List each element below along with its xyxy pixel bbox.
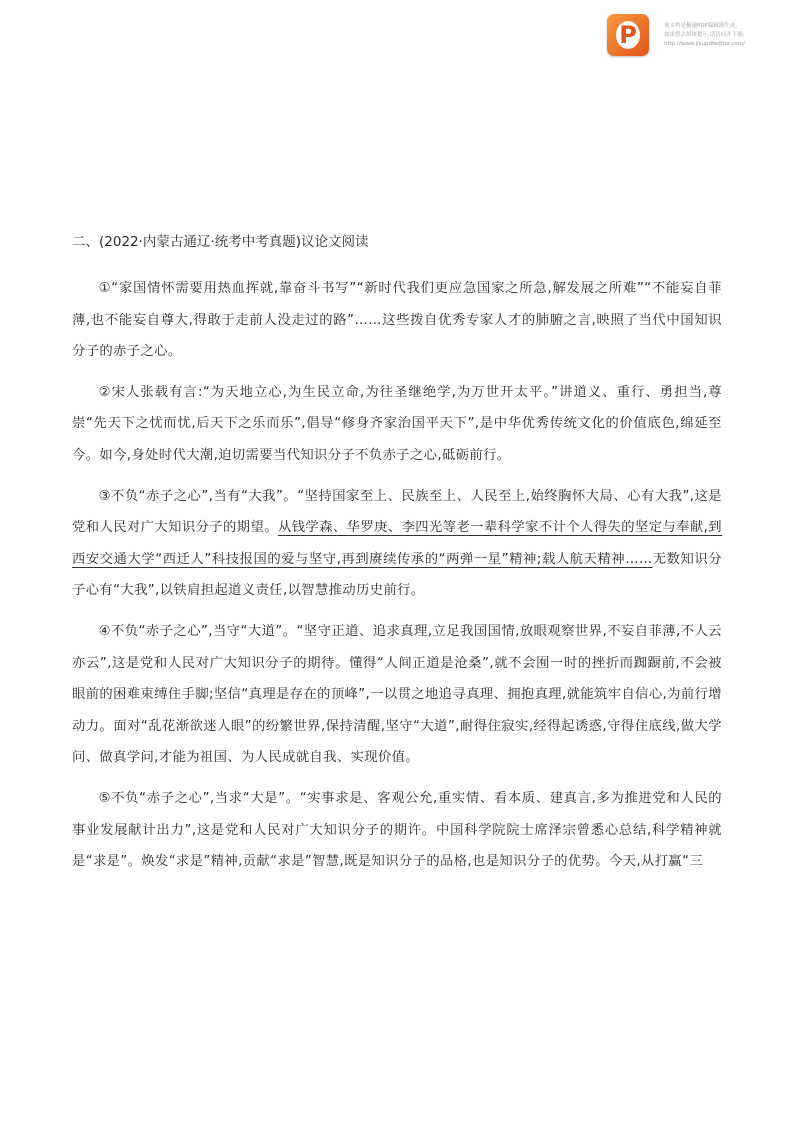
watermark-link[interactable]: http://www.jisupdfeditor.com/ <box>664 41 745 47</box>
watermark-notice <box>664 22 792 49</box>
paragraph-5: ⑤不负“赤子之心”,当求“大是”。“实事求是、客观公允,重实情、看本质、建真言,多为推进党和人民的事业发展献计出力”,这是党和人民对广大知识分子的期许。中国科学院院士席泽宗曾悉心总结,科学精神就是“求是”。焕发“求是”精神,贡献“求是”智慧,既是知识分子的品格,也是知识分子的优势。今天,从打赢“三 <box>72 790 722 870</box>
paragraph-3 <box>72 481 722 607</box>
pdf-editor-logo-icon <box>607 14 649 56</box>
paragraph-2: ②宋人张载有言:“为天地立心,为生民立命,为往圣继绝学,为万世开太平。”讲道义、重行、勇担当,尊崇“先天下之忧而忧,后天下之乐而乐”,倡导“修身齐家治国平天下”,是中华优秀传统文化的价值底色,绵延至今。如今,身处时代大潮,迫切需要当代知识分子不负赤子之心,砥砺前行。 <box>72 384 722 463</box>
article-body <box>72 232 722 887</box>
paragraph-3-conclusion: 无数知识分子心有“大我”,以铁肩担起道义责任,以智慧推动历史前行。 <box>72 551 722 599</box>
paragraph-3-intro: ③不负“赤子之心”,当有“大我”。“坚持国家至上、民族至上、人民至上,始终胸怀大局、心有大我”,这是党和人民对广大知识分子的期望。 <box>72 488 722 536</box>
watermark-line-2: 如果想去掉该提示,请访问并下载: <box>664 32 745 38</box>
watermark-line-1: 该文档是极速PDF编辑器生成, <box>664 23 737 29</box>
paragraph-4: ④不负“赤子之心”,当守“大道”。“坚守正道、追求真理,立足我国国情,放眼观察世界,不妄自菲薄,不人云亦云”,这是党和人民对广大知识分子的期待。懂得“人间正道是沧桑”,就不会囿一时的挫折而踟蹰前,不会被眼前的困难束缚住手脚;坚信“真理是存在的顶峰”,一以贯之地追寻真理、拥抱真理,就能筑牢自信心,为前行增动力。面对“乱花渐欲迷人眼”的纷繁世界,保持清醒,坚守“大道”,耐得住寂实,经得起诱惑,守得住底线,做大学问、做真学问,才能为祖国、为人民成就自我、实现价值。 <box>72 623 722 766</box>
question-title: 二、(2022·内蒙古通辽·统考中考真题)议论文阅读 <box>72 234 369 250</box>
paragraph-1: ①“家国情怀需要用热血挥就,靠奋斗书写”“新时代我们更应急国家之所急,解发展之所难”“不能妄自菲薄,也不能妄自尊大,得敢于走前人没走过的路”……这些拨自优秀专家人才的肺腑之言,映照了当代中国知识分子的赤子之心。 <box>72 281 722 360</box>
underlined-sentence: 从钱学森、华罗庚、李四光等老一辈科学家不计个人得失的坚定与奉献,到西安交通大学“西迁人”科技报国的爱与坚守,再到赓续传承的“两弹一星”精神;载人航天精神…… <box>72 520 722 567</box>
logo-letter: P <box>619 21 637 49</box>
